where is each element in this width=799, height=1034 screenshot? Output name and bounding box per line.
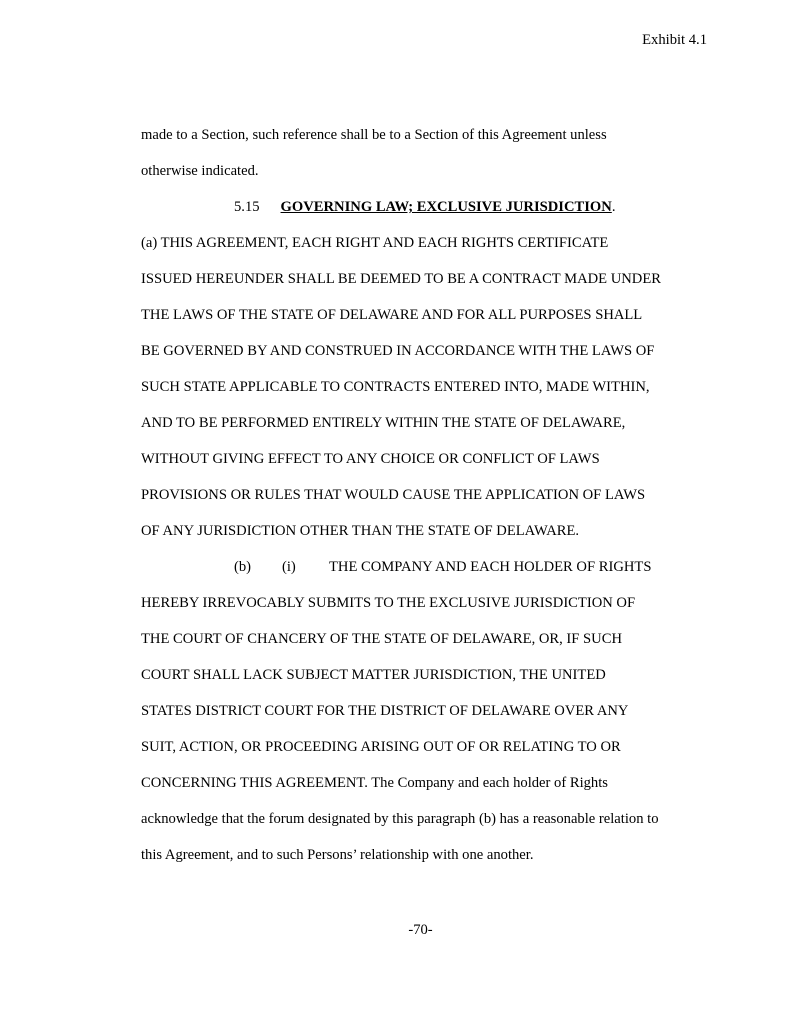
para-b-line-6: SUIT, ACTION, OR PROCEEDING ARISING OUT OF OR RELATING TO OR: [141, 739, 621, 755]
para-a-line-3: THE LAWS OF THE STATE OF DELAWARE AND FOR ALL PURPOSES SHALL: [141, 307, 643, 323]
para-a-line-9: OF ANY JURISDICTION OTHER THAN THE STATE OF DELAWARE.: [141, 523, 580, 539]
para-b-line-2: HEREBY IRREVOCABLY SUBMITS TO THE EXCLUSIVE JURISDICTION OF: [141, 595, 636, 611]
para-b-line-7: CONCERNING THIS AGREEMENT. The Company and each holder of Rights: [141, 775, 608, 791]
section-heading: [234, 198, 615, 216]
section-number: 5.15: [234, 199, 260, 215]
para-b-line-5: STATES DISTRICT COURT FOR THE DISTRICT OF DELAWARE OVER ANY: [141, 703, 629, 719]
para-a-line-4: BE GOVERNED BY AND CONSTRUED IN ACCORDANCE WITH THE LAWS OF: [141, 343, 655, 359]
section-title: GOVERNING LAW; EXCLUSIVE JURISDICTION: [280, 199, 612, 215]
para-b-line-4: COURT SHALL LACK SUBJECT MATTER JURISDICTION, THE UNITED: [141, 667, 606, 683]
para-a-line-7: WITHOUT GIVING EFFECT TO ANY CHOICE OR CONFLICT OF LAWS: [141, 451, 600, 467]
para-b-i-label: (i): [282, 559, 296, 575]
para-a-line-2: ISSUED HEREUNDER SHALL BE DEEMED TO BE A CONTRACT MADE UNDER: [141, 271, 661, 287]
para-b-line-9: this Agreement, and to such Persons’ relationship with one another.: [141, 847, 534, 863]
section-title-period: .: [611, 199, 616, 215]
intro-line-1: made to a Section, such reference shall be to a Section of this Agreement unless: [141, 127, 607, 143]
intro-line-2: otherwise indicated.: [141, 163, 259, 179]
para-b-label: (b): [234, 559, 252, 575]
para-b-first-text: THE COMPANY AND EACH HOLDER OF RIGHTS: [329, 559, 652, 575]
para-b-line-8: acknowledge that the forum designated by this paragraph (b) has a reasonable relation to: [141, 811, 659, 827]
para-a-line-1: (a) THIS AGREEMENT, EACH RIGHT AND EACH RIGHTS CERTIFICATE: [141, 235, 609, 251]
page-number: -70-: [408, 922, 433, 938]
para-b-line-3: THE COURT OF CHANCERY OF THE STATE OF DELAWARE, OR, IF SUCH: [141, 631, 622, 647]
para-a-line-8: PROVISIONS OR RULES THAT WOULD CAUSE THE APPLICATION OF LAWS: [141, 487, 646, 503]
exhibit-label: Exhibit 4.1: [642, 32, 707, 48]
para-a-line-6: AND TO BE PERFORMED ENTIRELY WITHIN THE STATE OF DELAWARE,: [141, 415, 626, 431]
para-a-line-5: SUCH STATE APPLICABLE TO CONTRACTS ENTERED INTO, MADE WITHIN,: [141, 379, 650, 395]
